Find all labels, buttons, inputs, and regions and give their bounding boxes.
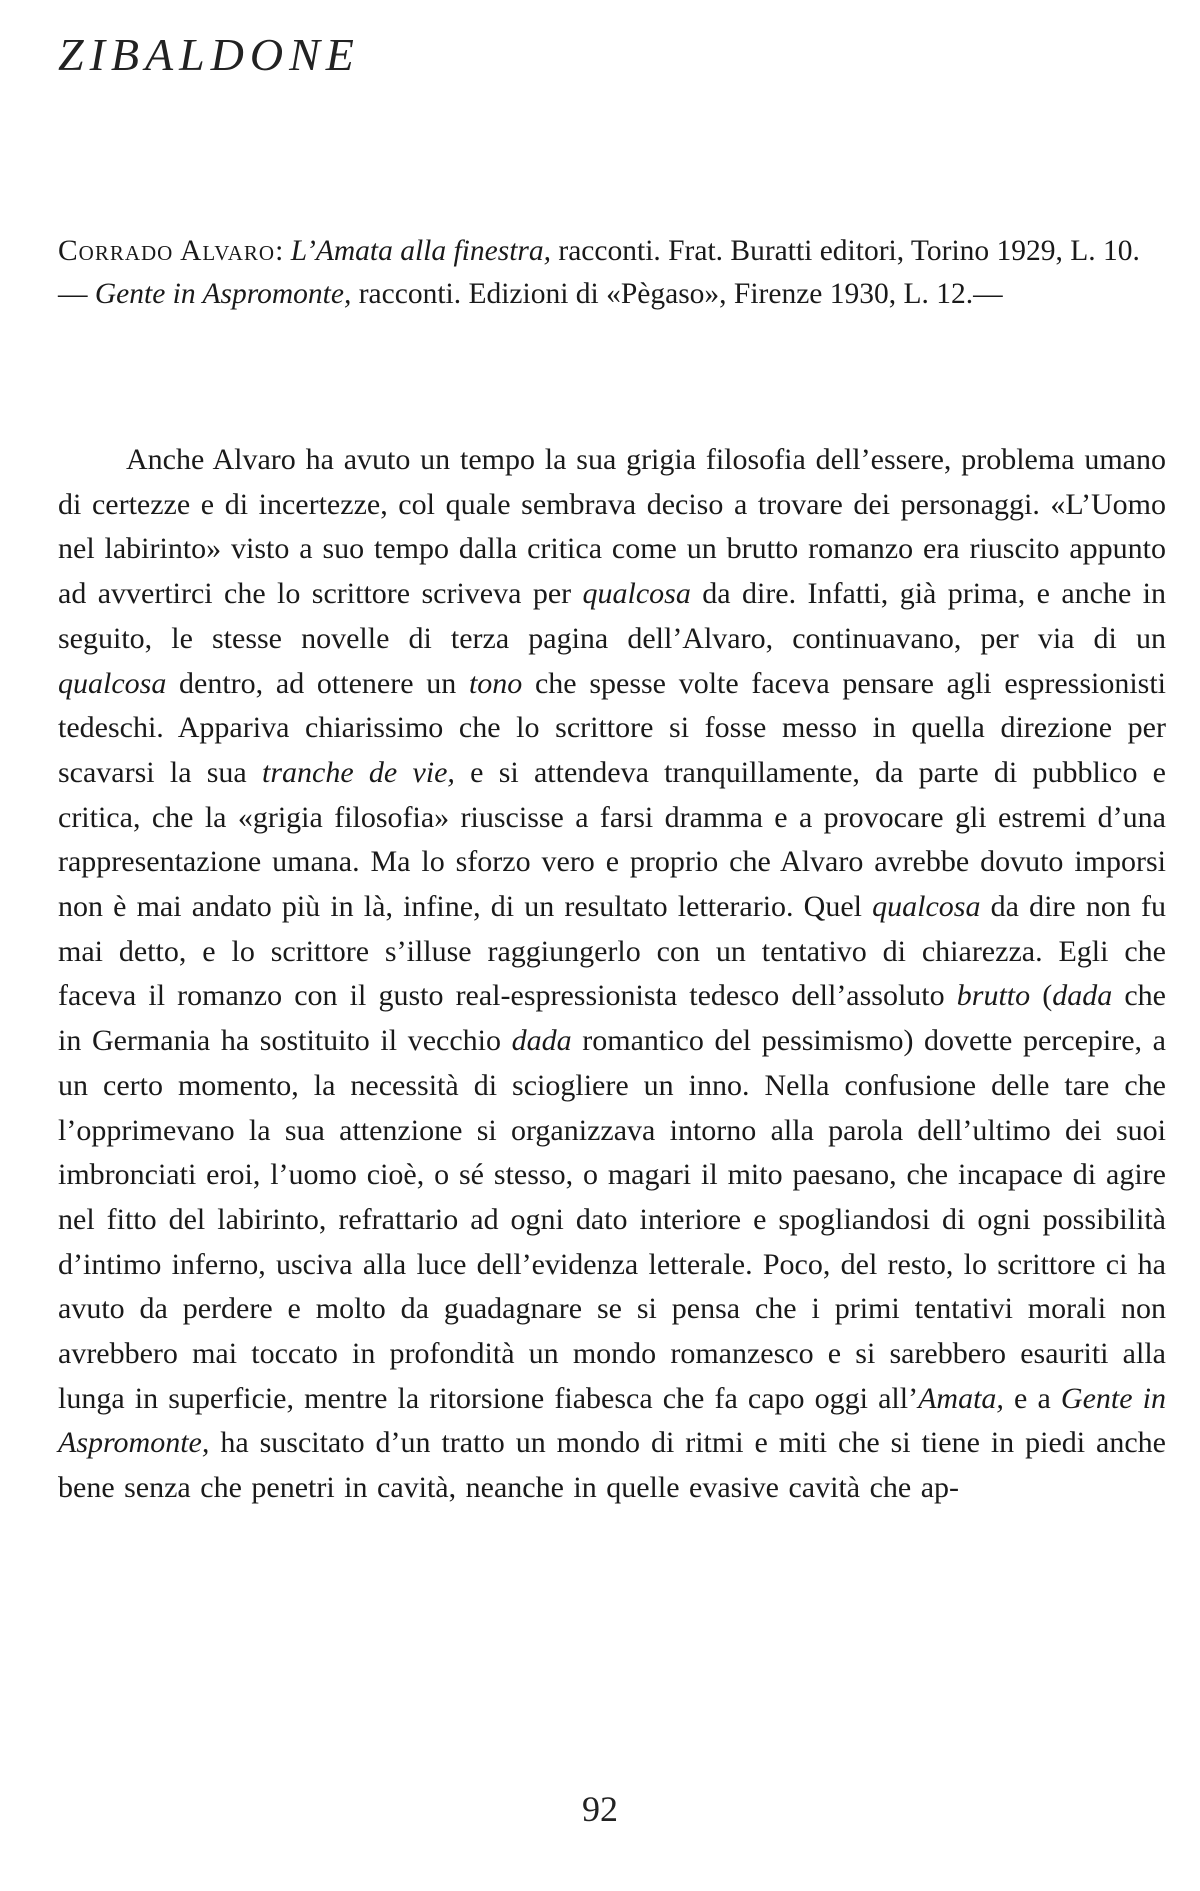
text-run: romantico del pessimismo) dovette percepire, a un certo momento, la necessità di sciogliere un inno. Nella confusione delle tare che l’opprimevano la sua attenzione si organizzava intorno alla parola dell’ultimo dei suoi imbronciati eroi, l’uomo cioè, o sé stesso, o magari il mito paesano, che incapace di agire nel fitto del labirinto, refrattario ad ogni dato interiore e spogliandosi di ogni possibilità d’intimo inferno, usciva alla luce dell’evidenza letterale. Poco, del resto, lo scrittore ci ha avuto da perdere e molto da guadagnare se si pensa che i primi tentativi morali non avrebbero mai toccato in profondità un mondo romanzesco e si sarebbero esauriti alla lunga in superficie, mentre la ritorsione fiabesca che fa capo oggi all’ — [58, 1024, 1166, 1415]
bibliography-entry — [58, 230, 1166, 273]
publication-details: racconti. Frat. Buratti editori, Torino 1929, L. 10. — [551, 235, 1140, 267]
book-title: L’Amata alla finestra, — [290, 235, 552, 267]
italic-text: dada — [1052, 979, 1113, 1013]
text-run: da dire. Infatti, già prima, e anche in seguito, le stesse novelle di terza pagina dell’Alvaro, continuavano, per via di un — [58, 577, 1166, 655]
page-number: 92 — [582, 1789, 618, 1829]
text-run: ha suscitato d’un tratto un mondo di ritmi e miti che si tiene in piedi anche bene senza che penetri in cavità, neanche in quelle evasive cavità che ap- — [58, 1426, 1166, 1505]
italic-text: tono — [468, 666, 523, 700]
separator: : — [275, 235, 291, 267]
bibliography — [58, 230, 1166, 316]
text-run: che spesse volte faceva pensare agli espressionisti tedeschi. Appariva chiarissimo che lo scrittore si fosse messo in quella direzione per scavarsi la sua — [58, 666, 1167, 789]
italic-text: Amata, — [918, 1381, 1004, 1415]
book-title: Gente in Aspromonte, — [94, 278, 352, 310]
italic-text: Gente in Aspromonte, — [58, 1381, 1166, 1460]
italic-text: qualcosa — [58, 666, 167, 700]
italic-text: qualcosa — [872, 890, 981, 924]
bibliography-entry — [58, 273, 1166, 316]
publication-details: racconti. Edizioni di «Pègaso», Firenze 1930, L. 12.— — [351, 278, 1003, 310]
italic-text: dada — [511, 1024, 572, 1058]
ditto-dash: — — [58, 278, 95, 310]
text-run: che in Germania ha sostituito il vecchio — [58, 979, 1166, 1058]
author-name: Corrado Alvaro — [58, 235, 276, 267]
text-run: ( — [1030, 979, 1053, 1013]
italic-text: tranche de vie, — [262, 755, 455, 789]
text-run: dentro, ad ottenere un — [166, 666, 469, 700]
text-run: e si attendeva tranquillamente, da parte di pubblico e critica, che la «grigia filosofia» riuscisse a farsi dramma e a provocare gli estremi d’una rappresentazione umana. Ma lo sforzo vero e proprio che Alvaro avrebbe dovuto imporsi non è mai andato più in là, infine, di un resultato letterario. Quel — [58, 755, 1167, 924]
italic-text: qualcosa — [582, 577, 691, 611]
paragraph — [58, 438, 1166, 1511]
review-body — [58, 438, 1166, 1511]
italic-text: brutto — [956, 979, 1031, 1013]
section-title: ZIBALDONE — [58, 29, 360, 80]
text-run: e a — [1003, 1381, 1061, 1415]
text-run: da dire non fu mai detto, e lo scrittore s’illuse raggiungerlo con un tentativo di chiarezza. Egli che faceva il romanzo con il gusto real-espressionista tedesco dell’assoluto — [58, 890, 1167, 1013]
text-run: Anche Alvaro ha avuto un tempo la sua grigia filosofia dell’essere, problema umano di certezze e di incertezze, col quale sembrava deciso a trovare dei personaggi. «L’Uomo nel labirinto» visto a suo tempo dalla critica come un brutto romanzo era riuscito appunto ad avvertirci che lo scrittore scriveva per — [58, 443, 1166, 611]
